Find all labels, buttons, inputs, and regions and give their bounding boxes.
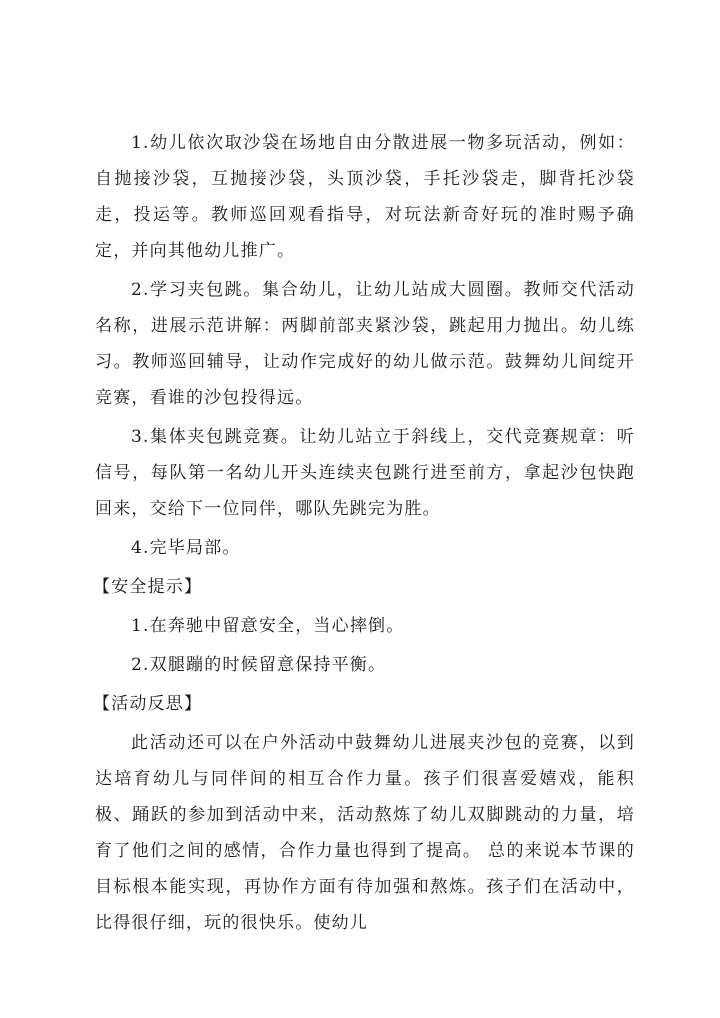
document-body <box>95 125 635 941</box>
safety-heading: 【安全提示】 <box>93 577 203 597</box>
step-paragraph-4: 4.完毕局部。 <box>131 538 241 558</box>
step-paragraph-1: 1.幼儿依次取沙袋在场地自由分散进展一物多玩活动，例如：自抛接沙袋，互抛接沙袋，头顶沙袋，手托沙袋走，脚背托沙袋走，投运等。教师巡回观看指导，对玩法新奇好玩的准时赐予确定，并向其他幼儿推广。 <box>95 133 635 261</box>
safety-item-2: 2.双腿蹦的时候留意保持平衡。 <box>131 655 387 675</box>
safety-item-1: 1.在奔驰中留意安全，当心摔倒。 <box>131 616 405 636</box>
step-paragraph-2: 2.学习夹包跳。集合幼儿，让幼儿站成大圆圈。教师交代活动名称，进展示范讲解：两脚前部夹紧沙袋，跳起用力抛出。幼儿练习。教师巡回辅导，让动作完成好的幼儿做示范。鼓舞幼儿间绽开竞赛，看谁的沙包投得远。 <box>95 280 635 408</box>
reflection-heading: 【活动反思】 <box>93 694 203 714</box>
step-paragraph-3: 3.集体夹包跳竞赛。让幼儿站立于斜线上，交代竞赛规章：听信号，每队第一名幼儿开头连续夹包跳行进至前方，拿起沙包快跑回来，交给下一位同伴，哪队先跳完为胜。 <box>95 427 635 519</box>
reflection-paragraph: 此活动还可以在户外活动中鼓舞幼儿进展夹沙包的竞赛，以到达培育幼儿与同伴间的相互合作力量。孩子们很喜爱嬉戏，能积极、踊跃的参加到活动中来，活动熬炼了幼儿双脚跳动的力量，培育了他们之间的感情，合作力量也得到了提高。 总的来说本节课的目标根本能实现，再协作方面有待加强和熬炼。孩子们在活动中，比得很仔细，玩的很快乐。使幼儿 <box>95 733 635 933</box>
